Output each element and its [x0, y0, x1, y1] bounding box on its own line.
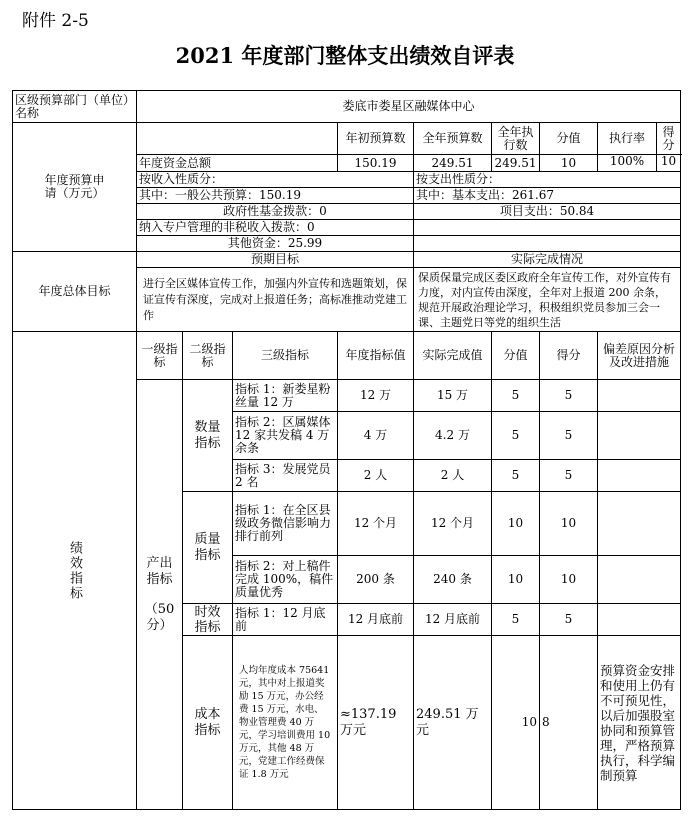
perf-header-level2: 二级指标	[183, 332, 233, 380]
perf-header-note: 偏差原因分析及改进措施	[598, 332, 681, 380]
goals-expected-text: 进行全区媒体宣传工作，加强内外宣传和选题策划，保证宣传有深度，完成对上报道任务；高标准推动党建工作	[137, 268, 414, 332]
budget-header-blank	[137, 123, 338, 155]
budget-header-rate-got	[598, 123, 681, 155]
row5-name: 指标 2：对上稿件完成 100%，稿件质量优秀	[233, 556, 338, 604]
row4-target: 12 个月	[338, 492, 414, 556]
row7-actual: 249.51 万元	[414, 636, 492, 810]
income-general: 其中：一般公共预算：150.19	[137, 188, 414, 204]
row6-actual: 12 月底前	[414, 604, 492, 636]
row7-note: 预算资金安排和使用上仍有不可预见性，以后加强股室协同和预算管理，严格预算执行，科学编制预算	[598, 636, 681, 810]
perf-header-level3: 三级指标	[233, 332, 338, 380]
perf-level1-text: 产出指标	[146, 555, 173, 587]
row7-score: 10	[492, 636, 540, 810]
row7-got: 8	[540, 636, 598, 810]
goals-actual-text: 保质保量完成区委区政府全年宣传工作，对外宣传有力度，对内宣传由深度，全年对上报道 200 余条，规范开展政治理论学习，积极组织党员参加三会一课、主题党日等党的组织生活	[414, 268, 681, 332]
annex-label: 附件 2-5	[22, 11, 89, 31]
goals-actual-header: 实际完成情况	[414, 252, 681, 268]
row6-got: 5	[540, 604, 598, 636]
row5-target: 200 条	[338, 556, 414, 604]
row6-name: 指标 1：12 月底前	[233, 604, 338, 636]
budget-total-rate: 100%	[598, 155, 657, 171]
cat-quality: 质量指标	[183, 492, 233, 604]
income-fund: 政府性基金拨款：0	[137, 204, 414, 220]
budget-total-executed: 249.51	[492, 155, 540, 172]
budget-header-score: 分值	[540, 123, 598, 155]
dept-label: 区级预算部门（单位）名称	[13, 91, 137, 123]
perf-header-level1: 一级指标	[137, 332, 183, 380]
row1-note	[598, 380, 681, 412]
row5-score: 10	[492, 556, 540, 604]
row2-target: 4 万	[338, 412, 414, 460]
perf-header-actual: 实际完成值	[414, 332, 492, 380]
income-label: 按收入性质分：	[137, 172, 414, 188]
evaluation-table	[12, 90, 681, 810]
row2-note	[598, 412, 681, 460]
row7-target: ≈137.19 万元	[338, 636, 414, 810]
row5-got: 10	[540, 556, 598, 604]
row3-actual: 2 人	[414, 460, 492, 492]
cat-cost: 成本指标	[183, 636, 233, 810]
perf-level1	[137, 380, 183, 810]
row1-got: 5	[540, 380, 598, 412]
perf-label: 绩效指标	[13, 332, 137, 810]
perf-header-target: 年度指标值	[338, 332, 414, 380]
row3-target: 2 人	[338, 460, 414, 492]
row1-target: 12 万	[338, 380, 414, 412]
budget-header-annual: 全年预算数	[414, 123, 492, 155]
row3-note	[598, 460, 681, 492]
cat-time: 时效指标	[183, 604, 233, 636]
goals-expected-header: 预期目标	[137, 252, 414, 268]
row4-got: 10	[540, 492, 598, 556]
row6-target: 12 月底前	[338, 604, 414, 636]
row5-actual: 240 条	[414, 556, 492, 604]
row7-name: 人均年度成本 75641 元，其中对上报道奖励 15 万元，办公经费 15 万元，水电、物业管理费 40 万元，学习培训费用 10 万元，其他 48 万元，党建工作经费保证 1.8 万元	[233, 636, 338, 810]
budget-header-executed: 全年执行数	[492, 123, 540, 155]
perf-header-score: 分值	[492, 332, 540, 380]
expense-basic: 其中：基本支出：261.67	[414, 188, 681, 204]
row3-score: 5	[492, 460, 540, 492]
row4-note	[598, 492, 681, 556]
budget-total-score: 10	[540, 155, 598, 172]
row1-actual: 15 万	[414, 380, 492, 412]
row6-score: 5	[492, 604, 540, 636]
budget-total-label: 年度资金总额	[137, 155, 338, 172]
dept-value: 娄底市娄星区融媒体中心	[137, 91, 681, 123]
goals-label: 年度总体目标	[13, 252, 137, 332]
expense-blank-1	[414, 220, 681, 236]
row3-got: 5	[540, 460, 598, 492]
row4-actual: 12 个月	[414, 492, 492, 556]
budget-total-annual: 249.51	[414, 155, 492, 172]
row5-note	[598, 556, 681, 604]
budget-total-rate-got	[598, 155, 681, 172]
row1-score: 5	[492, 380, 540, 412]
row2-got: 5	[540, 412, 598, 460]
row4-name: 指标 1：在全区县级政务微信影响力排行前列	[233, 492, 338, 556]
cat-quantity: 数量指标	[183, 380, 233, 492]
budget-header-rate: 执行率	[598, 123, 657, 154]
row4-score: 10	[492, 492, 540, 556]
budget-total-initial: 150.19	[338, 155, 414, 172]
row2-actual: 4.2 万	[414, 412, 492, 460]
expense-project: 项目支出：50.84	[414, 204, 681, 220]
row3-name: 指标 3：发展党员 2 名	[233, 460, 338, 492]
budget-total-got: 10	[660, 154, 677, 168]
budget-header-got: 得分	[662, 124, 675, 152]
income-other: 其他资金：25.99	[137, 236, 414, 252]
row6-note	[598, 604, 681, 636]
row2-name: 指标 2：区属媒体 12 家共发稿 4 万余条	[233, 412, 338, 460]
row2-score: 5	[492, 412, 540, 460]
budget-label: 年度预算申请（万元）	[13, 123, 137, 252]
row1-name: 指标 1：新娄星粉丝量 12 万	[233, 380, 338, 412]
perf-header-got: 得分	[540, 332, 598, 380]
expense-blank-2	[414, 236, 681, 252]
expense-label: 按支出性质分：	[414, 172, 681, 188]
page-title: 2021 年度部门整体支出绩效自评表	[175, 43, 515, 68]
budget-header-initial: 年初预算数	[338, 123, 414, 155]
income-special: 纳入专户管理的非税收入拨款：0	[137, 220, 414, 236]
perf-level1-score: （50 分）	[144, 601, 175, 633]
